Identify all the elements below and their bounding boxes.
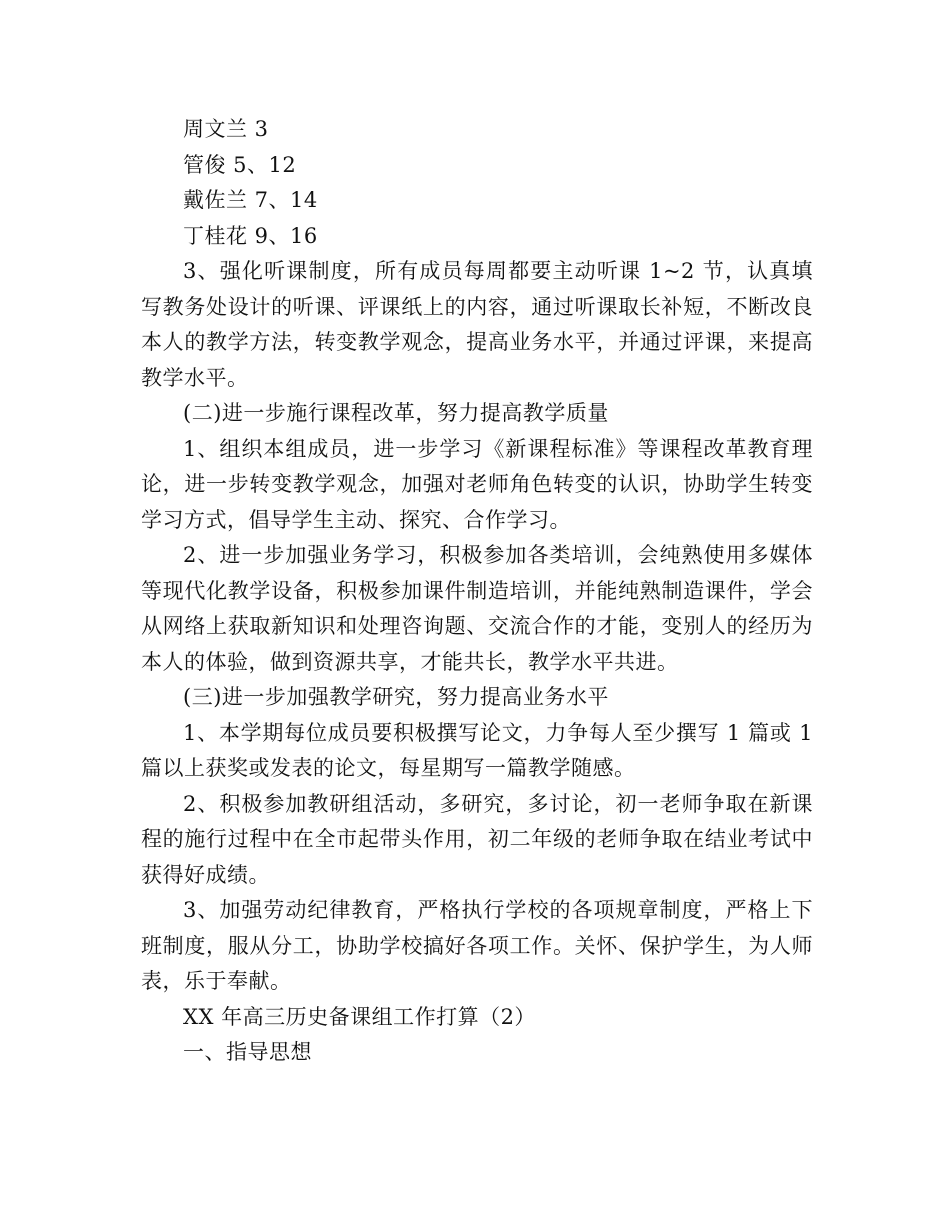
section-heading-teaching-research: (三)进一步加强教学研究，努力提高业务水平 xyxy=(183,685,609,709)
section-heading-curriculum-reform: (二)进一步施行课程改革，努力提高教学质量 xyxy=(183,401,609,425)
paragraph-papers: 1、本学期每位成员要积极撰写论文，力争每人至少撰写 1 篇或 1 篇以上获奖或发表的论文，每星期写一篇教学随感。 xyxy=(141,720,813,780)
document-body xyxy=(141,112,813,1071)
schedule-line-ding: 丁桂花 9、16 xyxy=(183,223,318,248)
paragraph-curriculum-study: 1、组织本组成员，进一步学习《新课程标准》等课程改革教育理论，进一步转变教学观念，加强对老师角色转变的认识，协助学生转变学习方式，倡导学生主动、探究、合作学习。 xyxy=(141,436,813,532)
schedule-line-guan: 管俊 5、12 xyxy=(183,152,297,177)
paragraph-discipline: 3、加强劳动纪律教育，严格执行学校的各项规章制度，严格上下班制度，服从分工，协助学校搞好各项工作。关怀、保护学生，为人师表，乐于奉献。 xyxy=(141,898,813,993)
paragraph-business-learning: 2、进一步加强业务学习，积极参加各类培训，会纯熟使用多媒体等现代化教学设备，积极参加课件制造培训，并能纯熟制造课件，学会从网络上获取新知识和处理咨询题、交流合作的才能，变别人的经历为本人的体验，做到资源共享，才能共长，教学水平共进。 xyxy=(141,543,813,674)
paragraph-listening-system: 3、强化听课制度，所有成员每周都要主动听课 1~2 节，认真填写教务处设计的听课、评课纸上的内容，通过听课取长补短，不断改良本人的教学方法，转变教学观念，提高业务水平，并通过评课，来提高教学水平。 xyxy=(141,259,813,390)
paragraph-research-activities: 2、积极参加教研组活动，多研究，多讨论，初一老师争取在新课程的施行过程中在全市起带头作用，初二年级的老师争取在结业考试中获得好成绩。 xyxy=(141,791,813,887)
schedule-line-zhou: 周文兰 3 xyxy=(183,117,269,141)
schedule-line-dai: 戴佐兰 7、14 xyxy=(183,188,318,212)
document-title-plan-2: XX 年高三历史备课组工作打算（2） xyxy=(183,1004,536,1029)
section-heading-guiding-ideology: 一、指导思想 xyxy=(183,1040,312,1064)
